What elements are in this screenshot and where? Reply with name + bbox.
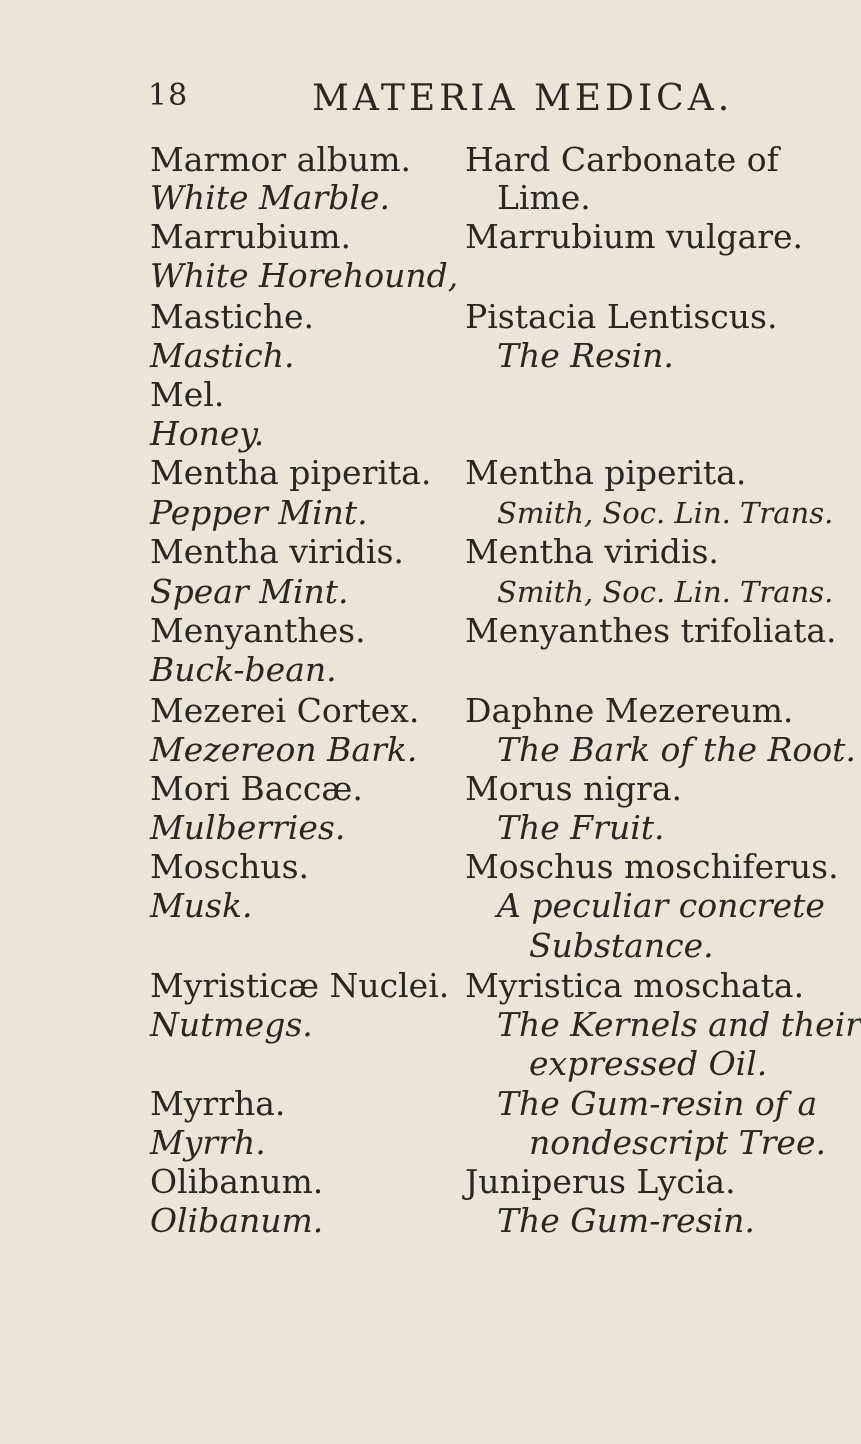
entry-english: Buck-bean.: [150, 650, 337, 689]
entry-source: Marrubium vulgare.: [465, 217, 804, 256]
entry-authority: Smith, Soc. Lin. Trans.: [497, 496, 834, 530]
entry-english: Mastich.: [150, 336, 295, 375]
running-title: MATERIA MEDICA.: [312, 78, 734, 119]
entry-english: White Horehound,: [150, 256, 459, 295]
entry-part: Substance.: [529, 926, 714, 965]
entry-part: nondescript Tree.: [529, 1123, 826, 1162]
entry-source: Morus nigra.: [465, 769, 682, 808]
entry-latin: Olibanum.: [150, 1162, 324, 1201]
entry-latin: Myristicæ Nuclei.: [150, 966, 450, 1005]
entry-english: Spear Mint.: [150, 572, 349, 611]
running-head: [0, 78, 801, 122]
entry-english: Mulberries.: [150, 808, 346, 847]
entry-latin: Mel.: [150, 375, 225, 414]
entry-part: A peculiar concrete: [497, 886, 825, 925]
entry-part: The Fruit.: [497, 808, 665, 847]
entry-source: Myristica moschata.: [465, 966, 805, 1005]
entry-part: expressed Oil.: [529, 1044, 768, 1083]
entry-source: [465, 140, 779, 180]
entry-part: The Kernels and their: [497, 1005, 861, 1044]
entry-source: Daphne Mezereum.: [465, 691, 794, 730]
entry-english: Olibanum.: [150, 1201, 324, 1240]
entry-latin: Moschus.: [150, 847, 310, 886]
entry-english: Mezereon Bark.: [150, 730, 418, 769]
entry-latin: Mentha piperita.: [150, 453, 432, 492]
entry-source: Pistacia Lentiscus.: [465, 297, 778, 336]
entry-part: The Bark of the Root.: [497, 730, 856, 769]
entry-latin: Marmor album.: [150, 140, 412, 179]
entry-latin: Marrubium.: [150, 217, 351, 256]
entry-source: Juniperus Lycia.: [465, 1162, 736, 1201]
entry-english: Nutmegs.: [150, 1005, 313, 1044]
entry-latin: Mori Baccæ.: [150, 769, 363, 808]
entry-source: Lime.: [497, 178, 591, 217]
entry-part: The Gum-resin of a: [497, 1084, 818, 1123]
entry-source: Mentha piperita.: [465, 453, 747, 492]
entry-part: The Resin.: [497, 336, 674, 375]
entry-part: The Gum-resin.: [497, 1201, 755, 1240]
entry-english: White Marble.: [150, 178, 390, 217]
page-number: 18: [148, 78, 189, 113]
entry-latin: Myrrha.: [150, 1084, 286, 1123]
entry-latin: Mentha viridis.: [150, 532, 404, 571]
entry-latin: Menyanthes.: [150, 611, 366, 650]
entry-latin: Mezerei Cortex.: [150, 691, 420, 730]
entry-english: Honey.: [150, 414, 265, 453]
entry-latin: Mastiche.: [150, 297, 314, 336]
entry-english: Musk.: [150, 886, 253, 925]
entry-source: Mentha viridis.: [465, 532, 719, 571]
entry-authority: Smith, Soc. Lin. Trans.: [497, 575, 834, 609]
entry-english: Pepper Mint.: [150, 493, 368, 532]
entry-english: Myrrh.: [150, 1123, 266, 1162]
entry-source-text: Hard Carbonate of: [465, 140, 779, 179]
entry-source: Menyanthes trifoliata.: [465, 611, 837, 650]
entry-source: Moschus moschiferus.: [465, 847, 839, 886]
